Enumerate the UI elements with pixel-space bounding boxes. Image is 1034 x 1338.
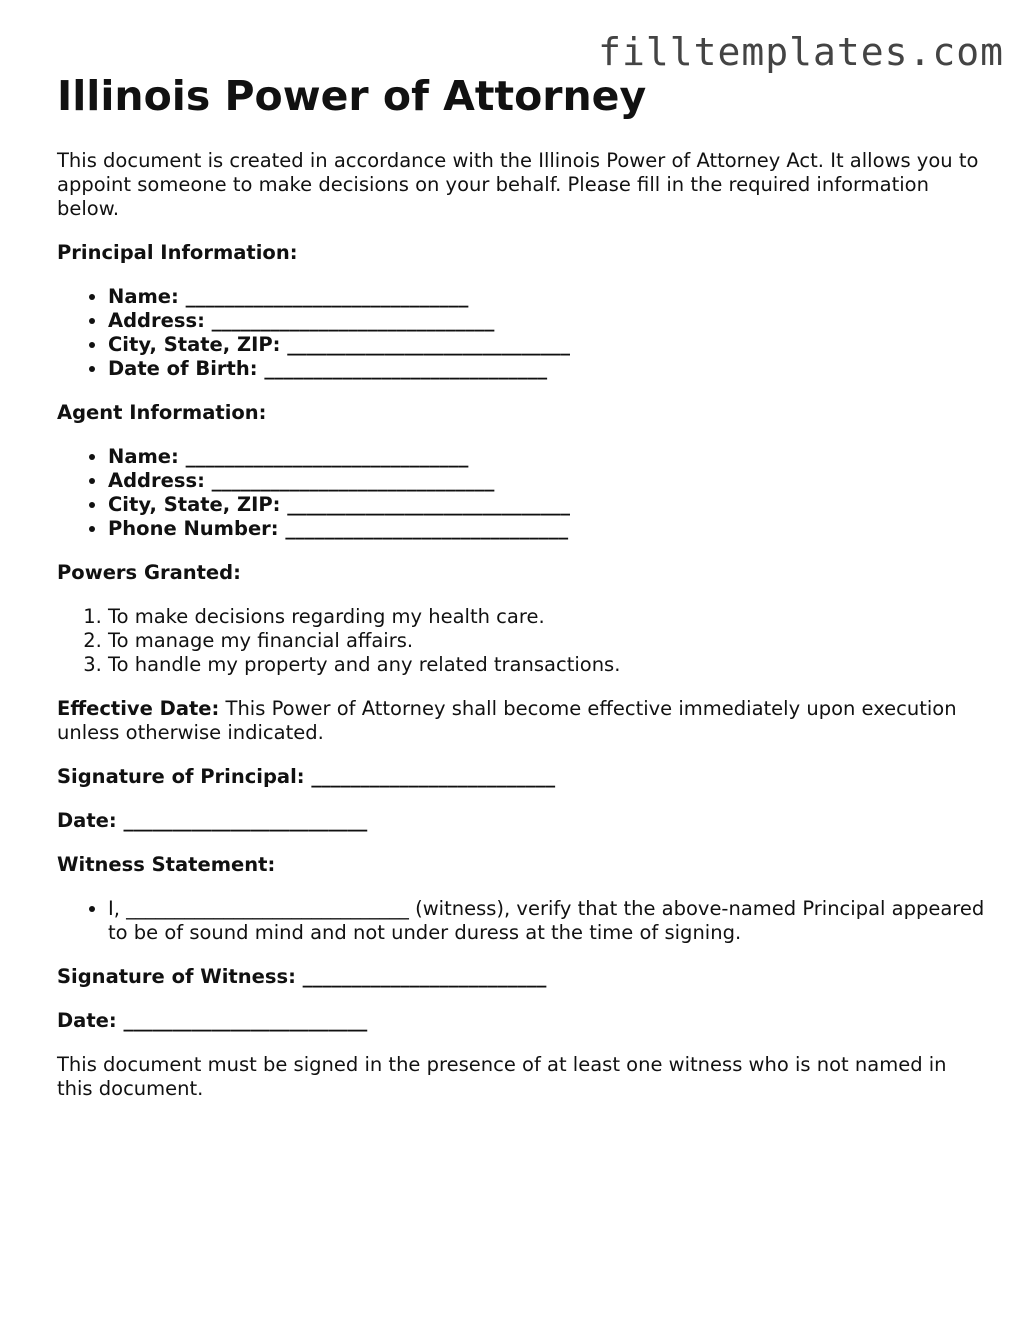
- agent-phone-blank[interactable]: _____________________________: [285, 517, 569, 541]
- footer-note: This document must be signed in the presence of at least one witness who is not named in this document.: [57, 1053, 947, 1101]
- document-page: [57, 72, 987, 1121]
- principal-address-blank[interactable]: _____________________________: [211, 309, 495, 333]
- agent-field-list: [57, 445, 987, 541]
- agent-name-field: • Name: _____________________________: [108, 445, 987, 469]
- witness-signature-line: Signature of Witness: _________________________: [57, 965, 547, 989]
- principal-dob-field: • Date of Birth: _____________________________: [108, 357, 987, 381]
- principal-date-blank[interactable]: _________________________: [123, 809, 368, 833]
- document-title: Illinois Power of Attorney: [57, 72, 647, 120]
- power-item: 2. To manage my financial affairs.: [108, 629, 987, 653]
- principal-signature-line: Signature of Principal: _________________________: [57, 765, 556, 789]
- principal-city-state-zip-blank[interactable]: _____________________________: [287, 333, 571, 357]
- principal-city-state-zip-field: • City, State, ZIP: _____________________________: [108, 333, 987, 357]
- agent-name-blank[interactable]: _____________________________: [185, 445, 469, 469]
- principal-field-list: [57, 285, 987, 381]
- witness-heading: Witness Statement:: [57, 853, 276, 877]
- agent-address-field: • Address: _____________________________: [108, 469, 987, 493]
- power-item: 3. To handle my property and any related transactions.: [108, 653, 987, 677]
- powers-heading: Powers Granted:: [57, 561, 241, 585]
- power-item: 1. To make decisions regarding my health care.: [108, 605, 987, 629]
- effective-date-label: Effective Date:: [57, 697, 220, 721]
- principal-date-line: Date: _________________________: [57, 809, 368, 833]
- witness-statement-list: [57, 897, 987, 945]
- principal-address-field: • Address: _____________________________: [108, 309, 987, 333]
- witness-date-blank[interactable]: _________________________: [123, 1009, 368, 1033]
- powers-list: [57, 605, 987, 677]
- agent-phone-field: • Phone Number: _____________________________: [108, 517, 987, 541]
- principal-dob-blank[interactable]: _____________________________: [264, 357, 548, 381]
- principal-name-blank[interactable]: _____________________________: [185, 285, 469, 309]
- agent-city-state-zip-blank[interactable]: _____________________________: [287, 493, 571, 517]
- agent-address-blank[interactable]: _____________________________: [211, 469, 495, 493]
- witness-date-line: Date: _________________________: [57, 1009, 368, 1033]
- agent-city-state-zip-field: • City, State, ZIP: _____________________________: [108, 493, 987, 517]
- witness-signature-blank[interactable]: _________________________: [302, 965, 547, 989]
- witness-name-blank[interactable]: _____________________________: [126, 897, 409, 921]
- principal-heading: Principal Information:: [57, 241, 298, 265]
- intro-paragraph: This document is created in accordance with the Illinois Power of Attorney Act. It allows you to appoint someone to make decisions on your behalf. Please fill in the required information below.: [57, 149, 979, 221]
- agent-heading: Agent Information:: [57, 401, 267, 425]
- effective-date-text: This Power of Attorney shall become effective immediately upon execution unless otherwise indicated.: [57, 697, 957, 745]
- effective-date-paragraph: [57, 697, 987, 745]
- principal-name-field: • Name: _____________________________: [108, 285, 987, 309]
- witness-statement: • I, _____________________________ (witness), verify that the above-named Principal appeared to be of sound mind and not under duress at the time of signing.: [108, 897, 987, 945]
- watermark: filltemplates.com: [598, 30, 1004, 74]
- principal-signature-blank[interactable]: _________________________: [311, 765, 556, 789]
